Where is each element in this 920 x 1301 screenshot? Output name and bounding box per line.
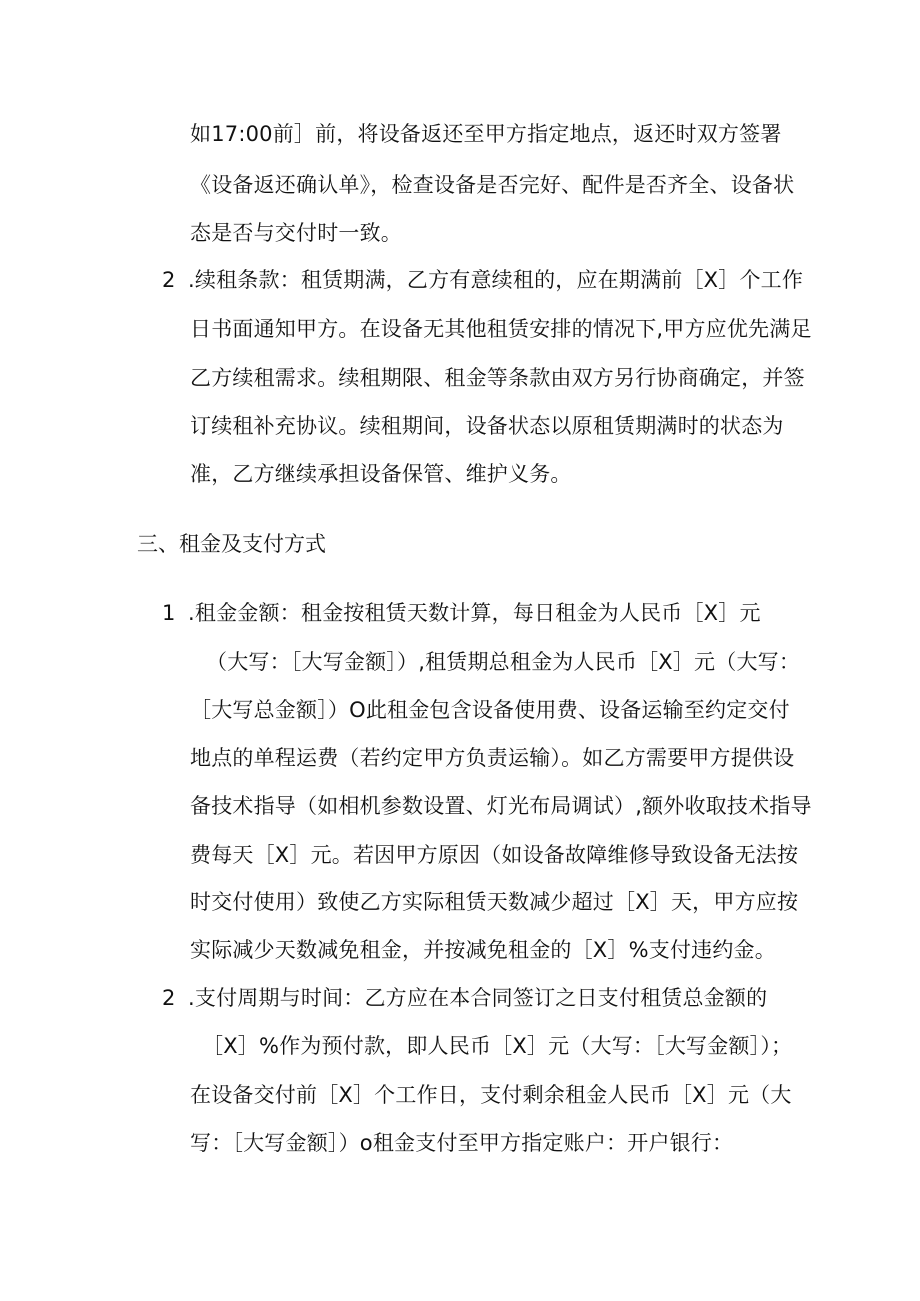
paragraph-line: 在设备交付前［X］个工作日，支付剩余租金人民币［X］元（大: [190, 1083, 792, 1107]
section-heading: 三、租金及支付方式: [137, 532, 326, 556]
paragraph-line: 写：［大写金额］）o租金支付至甲方指定账户：开户银行：: [190, 1131, 734, 1155]
paragraph-line: 备技术指导（如相机参数设置、灯光布局调试）,额外收取技术指导: [190, 794, 812, 818]
paragraph-line: .支付周期与时间：乙方应在本合同签订之日支付租赁总金额的: [188, 986, 768, 1010]
paragraph-line: 订续租补充协议。续租期间，设备状态以原租赁期满时的状态为: [190, 414, 784, 438]
paragraph-line: （大写：［大写金额］）,租赁期总租金为人民币［X］元（大写：: [206, 650, 801, 674]
paragraph-line: 地点的单程运费（若约定甲方负责运输）。如乙方需要甲方提供设: [190, 746, 795, 770]
paragraph-line: ［大写总金额］）O此租金包含设备使用费、设备运输至约定交付: [190, 698, 790, 722]
paragraph-line: .租金金额：租金按租赁天数计算，每日租金为人民币［X］元: [188, 601, 761, 625]
paragraph-line: .续租条款：租赁期满，乙方有意续租的，应在期满前［X］个工作: [188, 268, 804, 292]
paragraph-line: 日书面通知甲方。在设备无其他租赁安排的情况下,甲方应优先满足: [190, 317, 812, 341]
paragraph-line: 实际减少天数减免租金，并按减免租金的［X］%支付违约金。: [190, 938, 776, 962]
paragraph-line: 时交付使用）致使乙方实际租赁天数减少超过［X］天，甲方应按: [190, 890, 799, 914]
paragraph-line: 态是否与交付时一致。: [190, 221, 402, 245]
paragraph-line: 费每天［X］元。若因甲方原因（如设备故障维修导致设备无法按: [190, 843, 799, 867]
list-item-number: 2: [162, 268, 176, 292]
paragraph-line: 如17:00前］前，将设备返还至甲方指定地点，返还时双方签署: [190, 122, 782, 146]
paragraph-line: 乙方续租需求。续租期限、租金等条款由双方另行协商确定，并签: [190, 366, 805, 390]
paragraph-line: 准，乙方继续承担设备保管、维护义务。: [190, 462, 572, 486]
paragraph-line: ［X］%作为预付款，即人民币［X］元（大写：［大写金额］）；: [202, 1034, 793, 1058]
list-item-number: 1: [162, 601, 176, 625]
list-item-number: 2: [162, 986, 176, 1010]
paragraph-line: 《设备返还确认单》，检查设备是否完好、配件是否齐全、设备状: [190, 173, 795, 197]
